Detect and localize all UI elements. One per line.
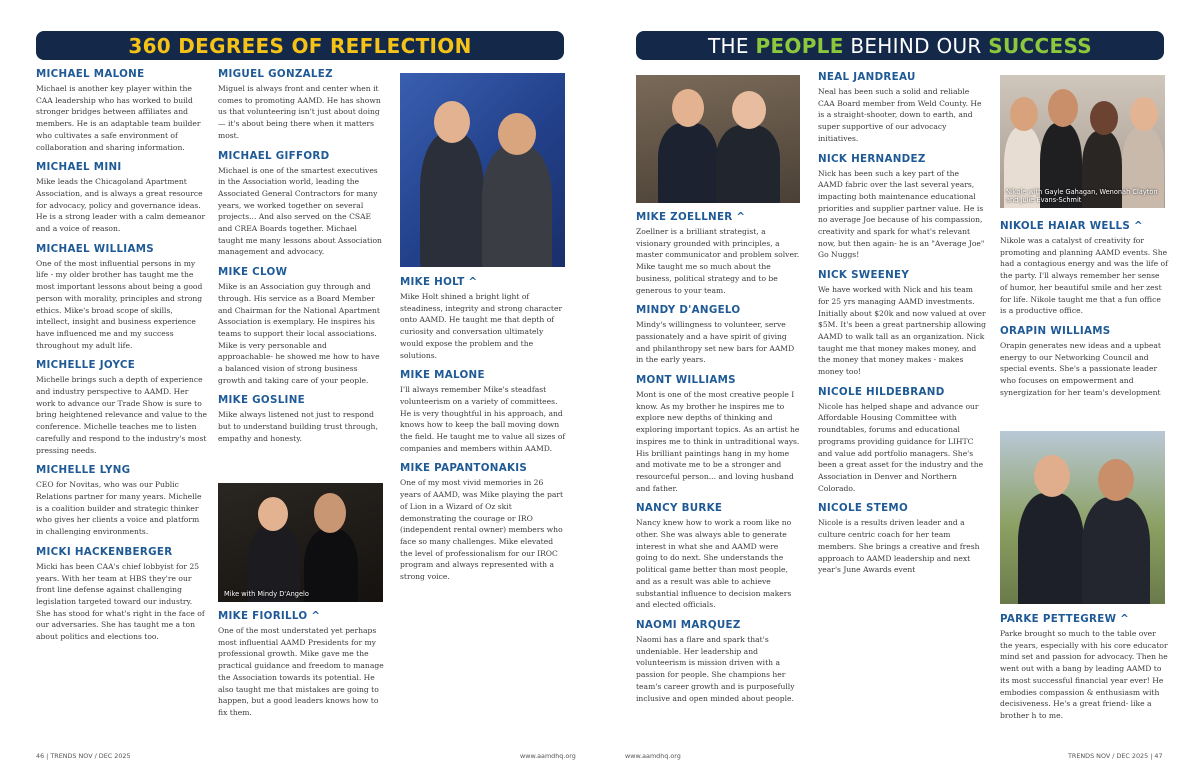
photo-figure-head — [258, 497, 288, 531]
photo-figure — [420, 133, 484, 267]
tribute-entry — [636, 619, 802, 704]
tribute-text: Miguel is always front and center when it comes to promoting AAMD. He has shown us that volunteering isn't just about doing — it's about being there when it matters most. — [218, 84, 381, 140]
tribute-text: Mike always listened not just to respond but to understand building trust through, empathy and honesty. — [218, 410, 378, 443]
tribute-name: ORAPIN WILLIAMS — [1000, 324, 1111, 337]
tribute-entry — [218, 68, 384, 142]
tribute-name: MINDY D'ANGELO — [636, 304, 741, 317]
right-column-3 — [1000, 220, 1168, 406]
tribute-name: MIKE PAPANTONAKIS — [400, 462, 528, 475]
left-page-footer: 46 | TRENDS NOV / DEC 2025 — [36, 752, 131, 760]
left-page-url: www.aamdhq.org — [520, 752, 576, 760]
tribute-name: MICHELLE LYNG — [36, 464, 131, 477]
right-page-url: www.aamdhq.org — [625, 752, 681, 760]
tribute-entry — [818, 269, 986, 378]
left-column-3 — [400, 276, 566, 591]
tribute-name: NICK SWEENEY — [818, 269, 910, 282]
right-page-banner — [636, 31, 1164, 60]
photo-figure-head — [498, 113, 536, 155]
tribute-text: I'll always remember Mike's steadfast volunteerism on a variety of committees. He is very thoughtful in his approach, and knows how to keep the ball moving down the field. He taught me to value all sizes of companies and members within AAMD. — [400, 385, 566, 453]
photo-caption: Nikole with Gayle Gahagan, Wenonah Clayton and Julie Evans-Schmit — [1006, 188, 1158, 204]
tribute-entry — [218, 394, 384, 444]
tribute-text: Nick has been such a key part of the AAMD fabric over the last several years, impacting both maintenance educational priorities and supplier partner value. He is no average Joe because of his compassion, creativity and spark for what's relevant now, but then again- he is an "Average Joe" Go Nuggs! — [818, 168, 985, 260]
tribute-text: Nikole was a catalyst of creativity for promoting and planning AAMD events. She had a contagious energy and was the life of the party. I'll always remember her sense of humor, her beautiful smile and her zest for life. Nikole taught me that a fun office is a productive office. — [1000, 236, 1168, 316]
photo-figure-head — [1130, 97, 1158, 131]
tribute-name: NIKOLE HAIAR WELLS ^ — [1000, 220, 1143, 232]
photo-figure — [716, 125, 780, 203]
tribute-text: Parke brought so much to the table over the years, especially with his core educator mind set and passion for advocacy. Then he went out with a bang by leading AAMD to its most successful financial year ever! He embodies compassion & enthusiasm with decisiveness. He's a great friend- like a brother h to me. — [1000, 629, 1168, 720]
photo-figure — [658, 123, 718, 203]
tribute-entry — [818, 386, 986, 495]
photo-two-men-suits — [636, 75, 800, 203]
tribute-entry — [218, 266, 384, 386]
tribute-text: Micki has been CAA's chief lobbyist for 25 years. With her team at HBS they're our front line defense against challenging legislation targeted toward our industry. She has stood for what's right in the face of our adversaries. She has taught me a ton about politics and elections too. — [36, 561, 205, 642]
tribute-name: MIKE MALONE — [400, 369, 485, 382]
tribute-name: NAOMI MARQUEZ — [636, 618, 741, 631]
tribute-name: MICHAEL MINI — [36, 161, 122, 174]
tribute-entry — [218, 150, 384, 259]
banner-text: BEHIND OUR — [843, 33, 989, 58]
right-column-3-bottom — [1000, 613, 1168, 730]
photo-figure-head — [732, 91, 766, 129]
tribute-text: One of my most vivid memories in 26 years of AAMD, was Mike playing the part of Lion in a Wizard of Oz skit demonstrating the courage or IRO (independent rental owner) members who face so many challenges. Mike elevated the level of professionalism for our IROC program and always represented with a strong voice. — [400, 478, 564, 582]
photo-four-women — [1000, 75, 1165, 208]
tribute-text: Orapin generates new ideas and a upbeat energy to our Networking Council and special events. She's a passionate leader who focuses on empowerment and synergization for her team's development — [1000, 340, 1161, 397]
tribute-entry — [400, 276, 566, 361]
tribute-name: MONT WILLIAMS — [636, 374, 736, 387]
left-column-2-bottom — [218, 610, 384, 727]
tribute-entry — [218, 610, 384, 719]
photo-two-men-blue — [400, 73, 565, 267]
tribute-entry — [818, 71, 986, 145]
tribute-name: NICOLE STEMO — [818, 502, 909, 515]
photo-figure-head — [1048, 89, 1078, 127]
tribute-text: Nicole has helped shape and advance our Affordable Housing Committee with roundtables, forums and educational programs providing guidance for LIHTC and value add portfolio managers. She's been a great asset for the industry and the Association in Denver and Northern Colorado. — [818, 401, 984, 493]
right-column-2 — [818, 71, 986, 584]
tribute-entry — [400, 462, 566, 582]
tribute-text: Mike Holt shined a bright light of steadiness, integrity and strong character onto AAMD. He taught me that depth of curiosity and conversation ultimately would expose the problem and the solutions. — [400, 292, 563, 360]
tribute-name: NICOLE HILDEBRAND — [818, 385, 945, 398]
tribute-name: MIKE HOLT ^ — [400, 276, 478, 288]
tribute-text: Mindy's willingness to volunteer, serve passionately and a have spirit of giving and philanthropy set new bars for AAMD in the early years. — [636, 320, 795, 365]
tribute-name: MICHELLE JOYCE — [36, 359, 136, 372]
tribute-text: Zoellner is a brilliant strategist, a visionary grounded with principles, a master communicator and problem solver. Mike taught me so much about the business, political strategy and to be generous to your team. — [636, 227, 800, 295]
photo-figure-head — [1098, 459, 1134, 501]
tribute-entry — [36, 161, 208, 235]
tribute-name: NICK HERNANDEZ — [818, 152, 926, 165]
tribute-entry — [1000, 325, 1168, 399]
photo-figure-head — [1090, 101, 1118, 135]
tribute-text: Naomi has a flare and spark that's undeniable. Her leadership and volunteerism is mission driven with a passion for people. She champions her team's career growth and is purposefully inclusive and open minded about people. — [636, 634, 795, 703]
tribute-entry — [1000, 220, 1168, 317]
photo-figure-head — [672, 89, 704, 127]
photo-figure-head — [1034, 455, 1070, 497]
banner-text: THE — [708, 33, 756, 58]
tribute-name: MICHAEL WILLIAMS — [36, 242, 154, 255]
tribute-name: PARKE PETTEGREW ^ — [1000, 613, 1130, 625]
photo-figure-head — [434, 101, 470, 143]
photo-figure-head — [1010, 97, 1038, 131]
tribute-entry — [636, 502, 802, 611]
tribute-text: Neal has been such a solid and reliable CAA Board member from Weld County. He is a straight-shooter, down to earth, and super supportive of our advocacy initiatives. — [818, 87, 982, 143]
tribute-name: MIKE ZOELLNER ^ — [636, 211, 746, 223]
tribute-entry — [1000, 613, 1168, 722]
tribute-entry — [818, 153, 986, 262]
tribute-entry — [36, 546, 208, 643]
left-column-2 — [218, 68, 384, 453]
tribute-text: One of the most understated yet perhaps most influential AAMD Presidents for my professional growth. Mike gave me the practical guidance and freedom to manage the Association towards its potential. He also taught me that mistakes are going to happen, but a good leaders knows how to fix them. — [218, 626, 384, 717]
tribute-text: Michael is one of the smartest executives in the Association world, leading the Associated General Contractors for many years, we worked together on several projects... And also served on the CSAE and CREA Boards together. Michael taught me many lessons about Association management and advocacy. — [218, 165, 382, 257]
tribute-entry — [400, 369, 566, 454]
photo-two-men-outdoors — [1000, 431, 1165, 604]
right-column-1 — [636, 211, 802, 712]
tribute-name: NANCY BURKE — [636, 502, 723, 515]
tribute-text: Mike leads the Chicagoland Apartment Association, and is always a great resource for advocacy, policy and governance ideas. He is a strong leader with a calm demeanor and a voice of reason. — [36, 177, 206, 234]
tribute-name: MICHAEL MALONE — [36, 68, 145, 80]
tribute-entry — [636, 211, 802, 296]
tribute-text: Mike is an Association guy through and through. His service as a Board Member and Chairman for the National Apartment Association is exemplary. He inspires his teams to support their local associations. Mike is very personable and approachable- he showed me how to have a balanced vision of strong business growth and taking care of your people. — [218, 282, 380, 385]
tribute-name: MICKI HACKENBERGER — [36, 545, 173, 558]
tribute-name: MIKE CLOW — [218, 266, 288, 279]
photo-figure — [1082, 497, 1150, 604]
tribute-text: Mont is one of the most creative people I know. As my brother he inspires me to explore new depths of thinking and exploring important topics. As an artist he inspires me to think in untraditional ways. His brilliant paintings hang in my home and motivate me to be a stronger and resourceful person... and loving husband and father. — [636, 390, 800, 493]
banner-highlight: SUCCESS — [988, 33, 1092, 58]
photo-figure-head — [314, 493, 346, 533]
tribute-text: Michelle brings such a depth of experience and industry perspective to AAMD. Her work to advance our Trade Show is sure to bring heightened relevance and value to the conference. Michelle teaches me to listen carefully and respond to the industry's most pressing needs. — [36, 375, 207, 455]
tribute-name: MICHAEL GIFFORD — [218, 149, 330, 162]
photo-caption: Mike with Mindy D'Angelo — [224, 590, 309, 598]
photo-figure — [482, 145, 552, 267]
tribute-text: One of the most influential persons in my life - my older brother has taught me the most important lessons about being a good person with morality, principles and strong ethics. Mike's broad scope of skills, intellect, insight and business experience have influenced me and my success throughout my adult life. — [36, 258, 203, 350]
tribute-entry — [636, 304, 802, 366]
tribute-text: Michael is another key player within the CAA leadership who has worked to build stronger bridges between affiliates and members. He is an adaptable team builder who cultivates a safe environment of collaboration and sharing information. — [36, 84, 201, 152]
photo-figure — [304, 529, 358, 602]
tribute-entry — [36, 243, 208, 352]
photo-figure — [1018, 493, 1084, 604]
tribute-text: Nancy knew how to work a room like no other. She was always able to generate interest in what she and AAMD were going to do next. She understands the political game better than most people, and as a result was able to achieve substantial influence to decision makers and elected officials. — [636, 518, 792, 610]
banner-highlight: PEOPLE — [755, 33, 844, 58]
tribute-entry — [36, 464, 208, 538]
tribute-entry — [636, 374, 802, 494]
left-column-1 — [36, 68, 208, 651]
tribute-name: MIGUEL GONZALEZ — [218, 68, 333, 80]
tribute-entry — [818, 502, 986, 576]
tribute-text: We have worked with Nick and his team for 25 yrs managing AAMD investments. Initially about $20k and now valued at over $5M. It's been a great partnership allowing AAMD to walk tall as an organization. Nick taught me that money makes money, and the money that money makes - makes money too! — [818, 285, 987, 377]
tribute-text: CEO for Novitas, who was our Public Relations partner for many years. Michelle is a coalition builder and strategic thinker who gives her clients a voice and platform in challenging environments. — [36, 480, 202, 537]
tribute-entry — [36, 68, 208, 153]
left-page-banner: 360 DEGREES OF REFLECTION — [36, 31, 564, 60]
tribute-name: MIKE GOSLINE — [218, 394, 305, 407]
tribute-entry — [36, 359, 208, 456]
tribute-name: NEAL JANDREAU — [818, 71, 916, 83]
right-page-footer: TRENDS NOV / DEC 2025 | 47 — [1068, 752, 1163, 760]
photo-mike-with-mindy — [218, 483, 383, 602]
tribute-name: MIKE FIORILLO ^ — [218, 610, 321, 622]
tribute-text: Nicole is a results driven leader and a culture centric coach for her team members. She brings a creative and fresh approach to AAMD leadership and next year's June Awards event — [818, 518, 980, 575]
